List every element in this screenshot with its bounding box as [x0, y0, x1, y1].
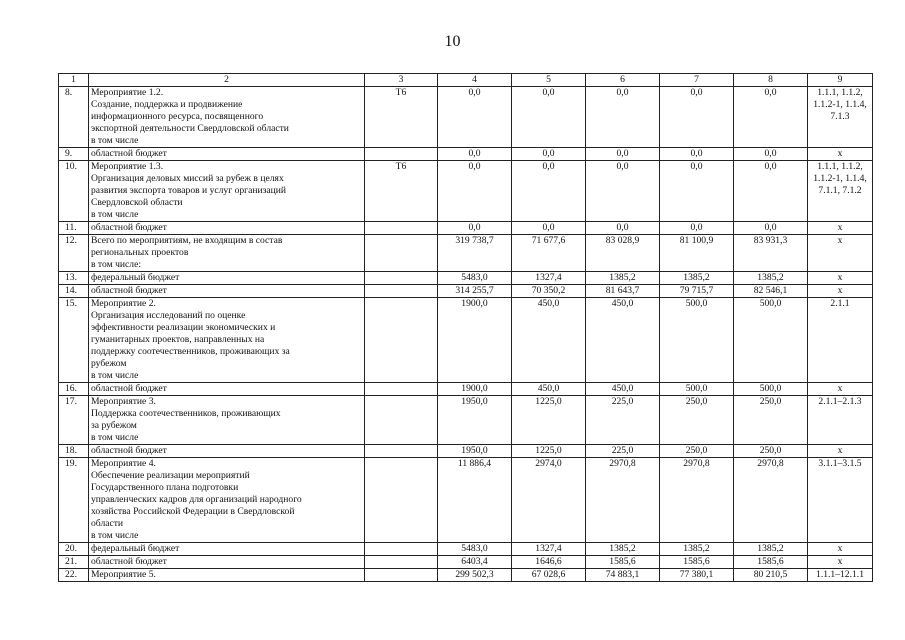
value-cell: 1385,2	[660, 272, 734, 285]
value-cell: 71 677,6	[512, 235, 586, 272]
budget-table	[58, 73, 873, 582]
value-cell: 2974,0	[512, 458, 586, 543]
value-cell: 0,0	[438, 161, 512, 222]
value-cell: 1385,2	[586, 543, 660, 556]
table-row	[59, 285, 873, 298]
header-cell: 8	[734, 74, 808, 87]
value-cell: 450,0	[586, 298, 660, 383]
description-cell: Мероприятие 1.3. Организация деловых миссий за рубеж в целях развития экспорта товаров и услуг организаций Свердловской области в том числе	[89, 161, 365, 222]
value-cell: 0,0	[660, 161, 734, 222]
row-number-cell: 15.	[59, 298, 89, 383]
table-row	[59, 272, 873, 285]
target-cell: х	[808, 556, 873, 569]
value-cell: 5483,0	[438, 272, 512, 285]
row-number-cell: 20.	[59, 543, 89, 556]
value-cell: 0,0	[512, 148, 586, 161]
value-cell: 0,0	[512, 222, 586, 235]
row-number-cell: 12.	[59, 235, 89, 272]
description-cell: Мероприятие 5.	[89, 569, 365, 582]
table-row	[59, 569, 873, 582]
target-cell: х	[808, 285, 873, 298]
value-cell: 6403,4	[438, 556, 512, 569]
value-cell: 77 380,1	[660, 569, 734, 582]
value-cell: 1385,2	[660, 543, 734, 556]
description-cell: Всего по мероприятиям, не входящим в состав региональных проектов в том числе:	[89, 235, 365, 272]
table-row	[59, 458, 873, 543]
value-cell: 1950,0	[438, 396, 512, 445]
value-cell: 1585,6	[734, 556, 808, 569]
target-cell: 2.1.1	[808, 298, 873, 383]
value-cell: 250,0	[734, 396, 808, 445]
code-cell	[365, 543, 438, 556]
description-cell: областной бюджет	[89, 285, 365, 298]
table-row	[59, 161, 873, 222]
value-cell: 0,0	[660, 222, 734, 235]
description-cell: областной бюджет	[89, 148, 365, 161]
table-row	[59, 222, 873, 235]
value-cell: 0,0	[438, 222, 512, 235]
code-cell	[365, 285, 438, 298]
value-cell: 250,0	[734, 445, 808, 458]
header-cell: 7	[660, 74, 734, 87]
header-row	[59, 74, 873, 87]
value-cell: 450,0	[586, 383, 660, 396]
header-cell: 6	[586, 74, 660, 87]
value-cell: 0,0	[438, 87, 512, 148]
row-number-cell: 8.	[59, 87, 89, 148]
value-cell: 0,0	[438, 148, 512, 161]
value-cell: 80 210,5	[734, 569, 808, 582]
target-cell: х	[808, 272, 873, 285]
target-cell: х	[808, 235, 873, 272]
value-cell: 0,0	[512, 161, 586, 222]
row-number-cell: 18.	[59, 445, 89, 458]
row-number-cell: 16.	[59, 383, 89, 396]
code-cell	[365, 445, 438, 458]
value-cell: 0,0	[512, 87, 586, 148]
target-cell: х	[808, 222, 873, 235]
description-cell: федеральный бюджет	[89, 272, 365, 285]
value-cell: 79 715,7	[660, 285, 734, 298]
value-cell: 1385,2	[734, 272, 808, 285]
table-row	[59, 445, 873, 458]
value-cell: 0,0	[586, 148, 660, 161]
value-cell: 1646,6	[512, 556, 586, 569]
table-row	[59, 298, 873, 383]
value-cell: 2970,8	[586, 458, 660, 543]
value-cell: 500,0	[660, 298, 734, 383]
value-cell: 82 546,1	[734, 285, 808, 298]
row-number-cell: 9.	[59, 148, 89, 161]
code-cell	[365, 569, 438, 582]
header-cell: 1	[59, 74, 89, 87]
value-cell: 2970,8	[660, 458, 734, 543]
header-cell: 5	[512, 74, 586, 87]
code-cell	[365, 383, 438, 396]
value-cell: 0,0	[660, 148, 734, 161]
value-cell: 1585,6	[586, 556, 660, 569]
value-cell: 1900,0	[438, 298, 512, 383]
value-cell: 0,0	[734, 161, 808, 222]
value-cell: 1385,2	[734, 543, 808, 556]
value-cell: 1225,0	[512, 445, 586, 458]
value-cell: 1585,6	[660, 556, 734, 569]
code-cell	[365, 556, 438, 569]
value-cell: 450,0	[512, 298, 586, 383]
value-cell: 81 100,9	[660, 235, 734, 272]
row-number-cell: 17.	[59, 396, 89, 445]
value-cell: 319 738,7	[438, 235, 512, 272]
table-row	[59, 556, 873, 569]
value-cell: 0,0	[586, 222, 660, 235]
value-cell: 1327,4	[512, 543, 586, 556]
header-cell: 9	[808, 74, 873, 87]
description-cell: Мероприятие 3. Поддержка соотечественников, проживающих за рубежом в том числе	[89, 396, 365, 445]
value-cell: 0,0	[734, 87, 808, 148]
value-cell: 225,0	[586, 396, 660, 445]
row-number-cell: 11.	[59, 222, 89, 235]
code-cell	[365, 235, 438, 272]
value-cell: 0,0	[586, 87, 660, 148]
target-cell: 1.1.1, 1.1.2, 1.1.2-1, 1.1.4, 7.1.1, 7.1.2	[808, 161, 873, 222]
value-cell: 0,0	[660, 87, 734, 148]
target-cell: х	[808, 383, 873, 396]
value-cell: 250,0	[660, 445, 734, 458]
value-cell: 500,0	[734, 383, 808, 396]
description-cell: областной бюджет	[89, 383, 365, 396]
target-cell: 3.1.1–3.1.5	[808, 458, 873, 543]
header-cell: 3	[365, 74, 438, 87]
row-number-cell: 14.	[59, 285, 89, 298]
code-cell	[365, 396, 438, 445]
value-cell: 67 028,6	[512, 569, 586, 582]
value-cell: 1327,4	[512, 272, 586, 285]
value-cell: 500,0	[734, 298, 808, 383]
value-cell: 299 502,3	[438, 569, 512, 582]
page-number: 10	[444, 33, 461, 50]
target-cell: 2.1.1–2.1.3	[808, 396, 873, 445]
code-cell	[365, 148, 438, 161]
value-cell: 81 643,7	[586, 285, 660, 298]
table-row	[59, 383, 873, 396]
description-cell: Мероприятие 4. Обеспечение реализации мероприятий Государственного плана подготовки управленческих кадров для организаций народного хозяйства Российской Федерации в Свердловской области в том числе	[89, 458, 365, 543]
value-cell: 1900,0	[438, 383, 512, 396]
header-cell: 2	[89, 74, 365, 87]
code-cell	[365, 222, 438, 235]
value-cell: 74 883,1	[586, 569, 660, 582]
value-cell: 314 255,7	[438, 285, 512, 298]
description-cell: Мероприятие 2. Организация исследований по оценке эффективности реализации экономических и гуманитарных проектов, направленных на поддержку соотечественников, проживающих за рубежом в том числе	[89, 298, 365, 383]
row-number-cell: 22.	[59, 569, 89, 582]
table-row	[59, 87, 873, 148]
value-cell: 0,0	[734, 148, 808, 161]
value-cell: 1225,0	[512, 396, 586, 445]
target-cell: 1.1.1–12.1.1	[808, 569, 873, 582]
value-cell: 83 028,9	[586, 235, 660, 272]
code-cell	[365, 298, 438, 383]
description-cell: федеральный бюджет	[89, 543, 365, 556]
value-cell: 11 886,4	[438, 458, 512, 543]
code-cell	[365, 272, 438, 285]
table-row	[59, 543, 873, 556]
description-cell: областной бюджет	[89, 445, 365, 458]
value-cell: 0,0	[734, 222, 808, 235]
value-cell: 83 931,3	[734, 235, 808, 272]
table-row	[59, 148, 873, 161]
row-number-cell: 21.	[59, 556, 89, 569]
value-cell: 450,0	[512, 383, 586, 396]
value-cell: 70 350,2	[512, 285, 586, 298]
value-cell: 225,0	[586, 445, 660, 458]
value-cell: 250,0	[660, 396, 734, 445]
row-number-cell: 10.	[59, 161, 89, 222]
value-cell: 0,0	[586, 161, 660, 222]
table-row	[59, 235, 873, 272]
row-number-cell: 19.	[59, 458, 89, 543]
value-cell: 2970,8	[734, 458, 808, 543]
description-cell: Мероприятие 1.2. Создание, поддержка и продвижение информационного ресурса, посвященного экспортной деятельности Свердловской области в том числе	[89, 87, 365, 148]
row-number-cell: 13.	[59, 272, 89, 285]
code-cell: Т6	[365, 87, 438, 148]
target-cell: х	[808, 445, 873, 458]
value-cell: 5483,0	[438, 543, 512, 556]
value-cell: 1385,2	[586, 272, 660, 285]
header-cell: 4	[438, 74, 512, 87]
table-row	[59, 396, 873, 445]
value-cell: 500,0	[660, 383, 734, 396]
description-cell: областной бюджет	[89, 222, 365, 235]
target-cell: х	[808, 543, 873, 556]
description-cell: областной бюджет	[89, 556, 365, 569]
target-cell: х	[808, 148, 873, 161]
target-cell: 1.1.1, 1.1.2, 1.1.2-1, 1.1.4, 7.1.3	[808, 87, 873, 148]
code-cell	[365, 458, 438, 543]
value-cell: 1950,0	[438, 445, 512, 458]
code-cell: Т6	[365, 161, 438, 222]
